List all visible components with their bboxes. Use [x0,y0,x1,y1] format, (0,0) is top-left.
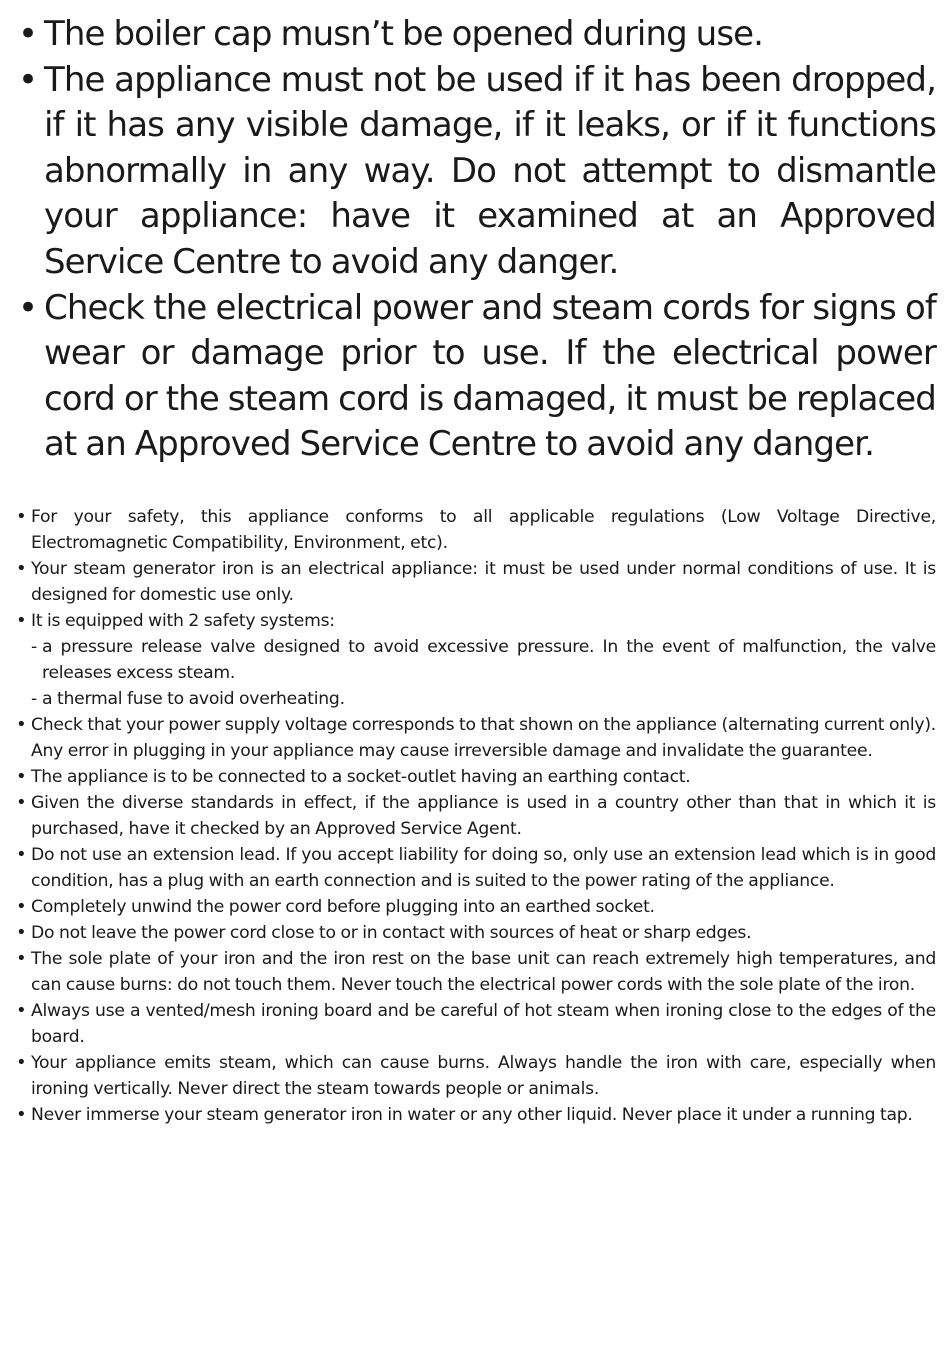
bullet-dot: • [18,59,38,100]
bullet-dot: • [16,1051,27,1073]
bullet-dot: • [16,843,27,865]
bullet-dot: • [16,713,27,735]
list-item-text: Do not leave the power cord close to or in contact with sources of heat or sharp edges. [31,922,752,943]
bullet-dot: • [16,1103,27,1125]
list-item [16,946,936,998]
list-item-text: Never immerse your steam generator iron in water or any other liquid. Never place it under a running tap. [31,1104,913,1125]
list-item [16,504,936,556]
safety-instructions-list [16,504,936,1128]
warning-item [16,58,936,286]
list-item [16,842,936,894]
sub-item-text: a pressure release valve designed to avoid excessive pressure. In the event of malfunction, the valve releases excess steam. [42,636,936,683]
list-item [16,894,936,920]
warning-item [16,286,936,468]
list-item-text: Your steam generator iron is an electrical appliance: it must be used under normal conditions of use. It is designed for domestic use only. [31,558,936,605]
bullet-dot: • [16,947,27,969]
list-item-text: Given the diverse standards in effect, if the appliance is used in a country other than that in which it is purchased, have it checked by an Approved Service Agent. [31,792,936,839]
bullet-dot: • [16,999,27,1021]
list-item-text: Always use a vented/mesh ironing board and be careful of hot steam when ironing close to the edges of the board. [31,1000,936,1047]
bullet-dot: • [16,921,27,943]
list-item-text: Your appliance emits steam, which can cause burns. Always handle the iron with care, especially when ironing vertically. Never direct the steam towards people or animals. [31,1052,936,1099]
list-item-text: For your safety, this appliance conforms to all applicable regulations (Low Voltage Directive, Electromagnetic Compatibility, Environment, etc). [31,506,936,553]
dash-marker: - [31,636,37,657]
large-warnings-list [16,12,936,468]
list-item [16,712,936,764]
bullet-dot: • [18,287,38,328]
warning-item [16,12,936,58]
list-item [16,764,936,790]
bullet-dot: • [16,505,27,527]
dash-marker: - [31,688,37,709]
bullet-dot: • [16,557,27,579]
sub-list-item [16,686,936,712]
warning-text: The boiler cap musn’t be opened during use. [44,14,764,54]
bullet-dot: • [16,895,27,917]
list-item [16,1102,936,1128]
bullet-dot: • [16,609,27,631]
warning-text: The appliance must not be used if it has been dropped, if it has any visible damage, if it leaks, or if it functions abnormally in any way. Do not attempt to dismantle your appliance: have it examined at an Approved Service Centre to avoid any danger. [44,59,936,282]
list-item [16,790,936,842]
sub-list-item [16,634,936,686]
list-item [16,1050,936,1102]
list-item [16,998,936,1050]
bullet-dot: • [18,14,38,54]
sub-item-text: a thermal fuse to avoid overheating. [42,688,345,709]
list-item-text: Check that your power supply voltage corresponds to that shown on the appliance (alternating current only). Any error in plugging in your appliance may cause irreversible damage and invalidate the guarantee. [31,714,937,761]
warning-text: Check the electrical power and steam cords for signs of wear or damage prior to use. If the electrical power cord or the steam cord is damaged, it must be replaced at an Approved Service Centre to avoid any danger. [44,287,936,465]
list-item-text: It is equipped with 2 safety systems: [31,610,335,631]
list-item [16,608,936,634]
bullet-dot: • [16,791,27,813]
bullet-dot: • [16,765,27,787]
list-item [16,920,936,946]
list-item [16,556,936,608]
list-item-text: Completely unwind the power cord before plugging into an earthed socket. [31,896,655,917]
list-item-text: The appliance is to be connected to a socket-outlet having an earthing contact. [31,766,691,787]
list-item-text: The sole plate of your iron and the iron rest on the base unit can reach extremely high temperatures, and can cause burns: do not touch them. Never touch the electrical power cords with the sole plate of the iron. [31,948,936,995]
list-item-text: Do not use an extension lead. If you accept liability for doing so, only use an extension lead which is in good condition, has a plug with an earth connection and is suited to the power rating of the appliance. [31,844,936,891]
